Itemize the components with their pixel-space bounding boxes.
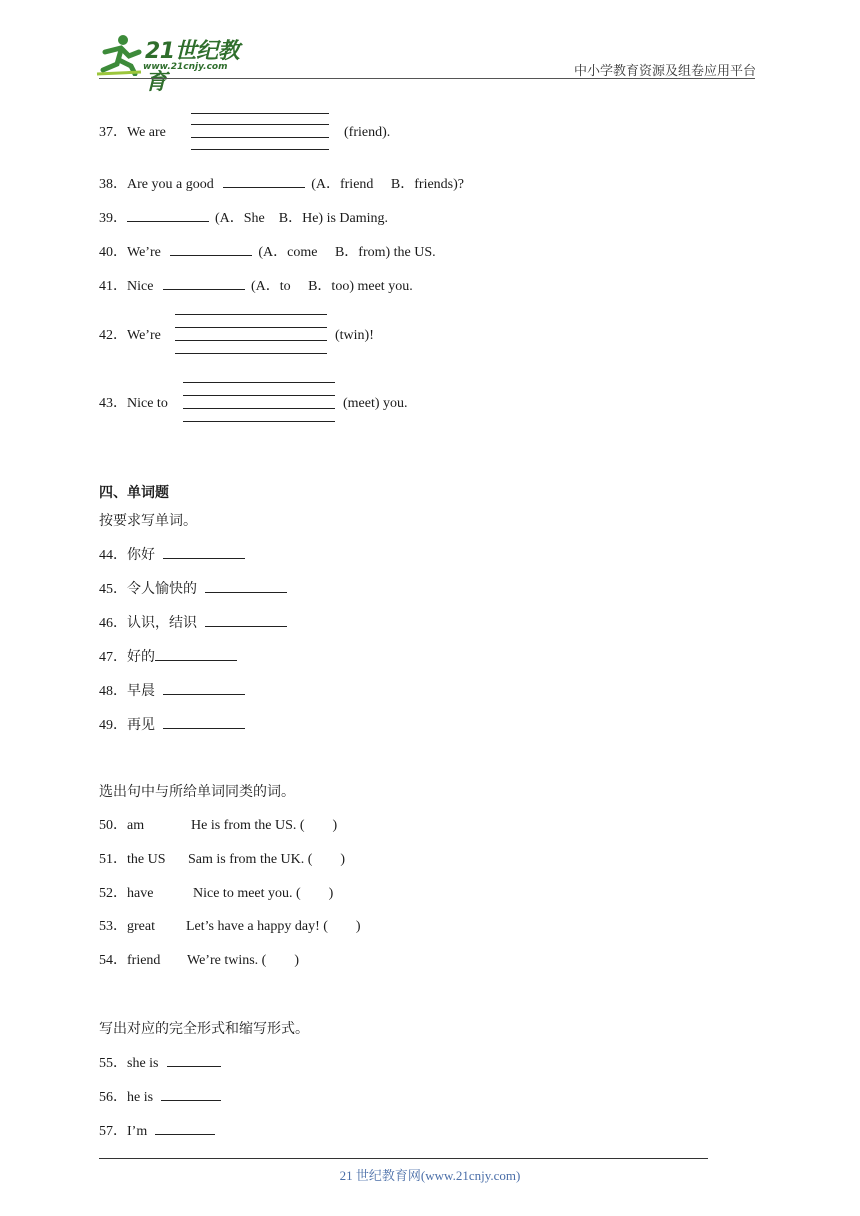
question-number: 51．: [99, 852, 127, 867]
answer-line: [175, 340, 327, 341]
question-39: [99, 209, 388, 228]
question-text: We’re: [127, 245, 161, 260]
instruction: 写出对应的完全形式和缩写形式。: [99, 1021, 309, 1037]
given-word: friend: [127, 953, 161, 968]
question-number: 46．: [99, 616, 127, 631]
question-51: [99, 851, 166, 869]
instruction: 按要求写单词。: [99, 513, 197, 529]
answer-blank[interactable]: [163, 682, 245, 695]
answer-blank[interactable]: [161, 1088, 221, 1101]
answer-line: [191, 124, 329, 125]
question-55: [99, 1054, 221, 1073]
answer-line: [191, 113, 329, 114]
question-number: 41．: [99, 279, 127, 294]
question-text: Nice: [127, 279, 154, 294]
question-47: [99, 648, 237, 667]
answer-blank[interactable]: [155, 1122, 215, 1135]
section-title: 四、单词题: [99, 485, 169, 501]
given-word: great: [127, 919, 155, 934]
question-52-sentence: Nice to meet you. ( ): [193, 886, 334, 901]
answer-line: [183, 395, 335, 396]
question-52: [99, 885, 153, 903]
question-43-hint: (meet) you.: [343, 396, 408, 411]
footer-text[interactable]: 21 世纪教育网(www.21cnjy.com): [339, 1168, 521, 1183]
question-37: [99, 124, 166, 142]
question-text: 再见: [127, 717, 155, 733]
question-options: (A．She B．He) is Daming.: [215, 211, 389, 226]
question-number: 49．: [99, 718, 127, 733]
question-45: [99, 580, 287, 599]
answer-blank[interactable]: [155, 648, 237, 661]
question-38: [99, 175, 464, 194]
question-number: 57．: [99, 1124, 127, 1139]
answer-blank[interactable]: [223, 175, 305, 188]
question-number: 56．: [99, 1090, 127, 1105]
answer-blank[interactable]: [167, 1054, 221, 1067]
footer-divider: [99, 1158, 708, 1159]
question-number: 55．: [99, 1056, 127, 1071]
question-53-sentence: Let’s have a happy day! ( ): [186, 919, 361, 934]
question-54: [99, 952, 160, 970]
given-word: am: [127, 818, 145, 833]
question-number: 53．: [99, 919, 127, 934]
answer-line: [175, 327, 327, 328]
question-text: We’re: [127, 328, 161, 343]
question-text: I’m: [127, 1124, 148, 1139]
question-49: [99, 716, 245, 735]
site-logo: [95, 32, 260, 95]
question-53: [99, 918, 155, 936]
answer-blank[interactable]: [163, 546, 245, 559]
answer-blank[interactable]: [205, 580, 287, 593]
question-46: [99, 614, 287, 633]
question-text: 好的: [127, 649, 155, 665]
header-platform-text: 中小学教育资源及组卷应用平台: [573, 64, 756, 79]
answer-line: [191, 137, 329, 138]
question-text: 认识，结识: [127, 615, 197, 631]
question-text: 你好: [127, 547, 155, 563]
question-37-hint: (friend).: [344, 125, 391, 140]
question-50: [99, 817, 144, 835]
question-number: 52．: [99, 886, 127, 901]
question-text: he is: [127, 1090, 154, 1105]
question-options: (A．friend B．friends)?: [311, 177, 464, 192]
logo-url: www.21cnjy.com: [143, 62, 228, 72]
question-42-hint: (twin)!: [335, 328, 374, 343]
question-options: (A．come B．from) the US.: [258, 245, 436, 260]
question-56: [99, 1088, 221, 1107]
question-text: Are you a good: [127, 177, 214, 192]
question-number: 44．: [99, 548, 127, 563]
question-number: 39．: [99, 211, 127, 226]
question-41: [99, 277, 413, 296]
question-50-sentence: He is from the US. ( ): [191, 818, 338, 833]
question-number: 54．: [99, 953, 127, 968]
given-word: have: [127, 886, 154, 901]
question-text: 早晨: [127, 683, 155, 699]
answer-line: [175, 314, 327, 315]
question-44: [99, 546, 245, 565]
question-text: Nice to: [127, 396, 168, 411]
question-43: [99, 395, 168, 413]
question-number: 40．: [99, 245, 127, 260]
question-options: (A．to B．too) meet you.: [250, 279, 413, 294]
instruction: 选出句中与所给单词同类的词。: [99, 784, 295, 800]
logo-text: 21世纪教育: [145, 39, 240, 95]
answer-blank[interactable]: [205, 614, 287, 627]
question-text: she is: [127, 1056, 159, 1071]
answer-line: [175, 353, 327, 354]
question-48: [99, 682, 245, 701]
question-text: We are: [127, 125, 166, 140]
question-number: 42．: [99, 328, 127, 343]
question-40: [99, 243, 436, 262]
question-number: 37．: [99, 125, 127, 140]
header-divider: [99, 78, 755, 79]
question-number: 47．: [99, 650, 127, 665]
answer-blank[interactable]: [127, 209, 209, 222]
question-number: 45．: [99, 582, 127, 597]
question-number: 43．: [99, 396, 127, 411]
answer-line: [183, 382, 335, 383]
question-54-sentence: We’re twins. ( ): [187, 953, 300, 968]
question-number: 38．: [99, 177, 127, 192]
answer-blank[interactable]: [170, 243, 252, 256]
question-57: [99, 1122, 215, 1141]
question-51-sentence: Sam is from the UK. ( ): [188, 852, 346, 867]
answer-line: [183, 421, 335, 422]
question-number: 48．: [99, 684, 127, 699]
answer-line: [183, 408, 335, 409]
question-number: 50．: [99, 818, 127, 833]
answer-line: [191, 149, 329, 150]
answer-blank[interactable]: [163, 716, 245, 729]
answer-blank[interactable]: [163, 277, 245, 290]
question-42: [99, 327, 161, 345]
question-text: 令人愉快的: [127, 581, 197, 597]
runner-logo-icon: [95, 32, 143, 76]
given-word: the US: [127, 852, 166, 867]
